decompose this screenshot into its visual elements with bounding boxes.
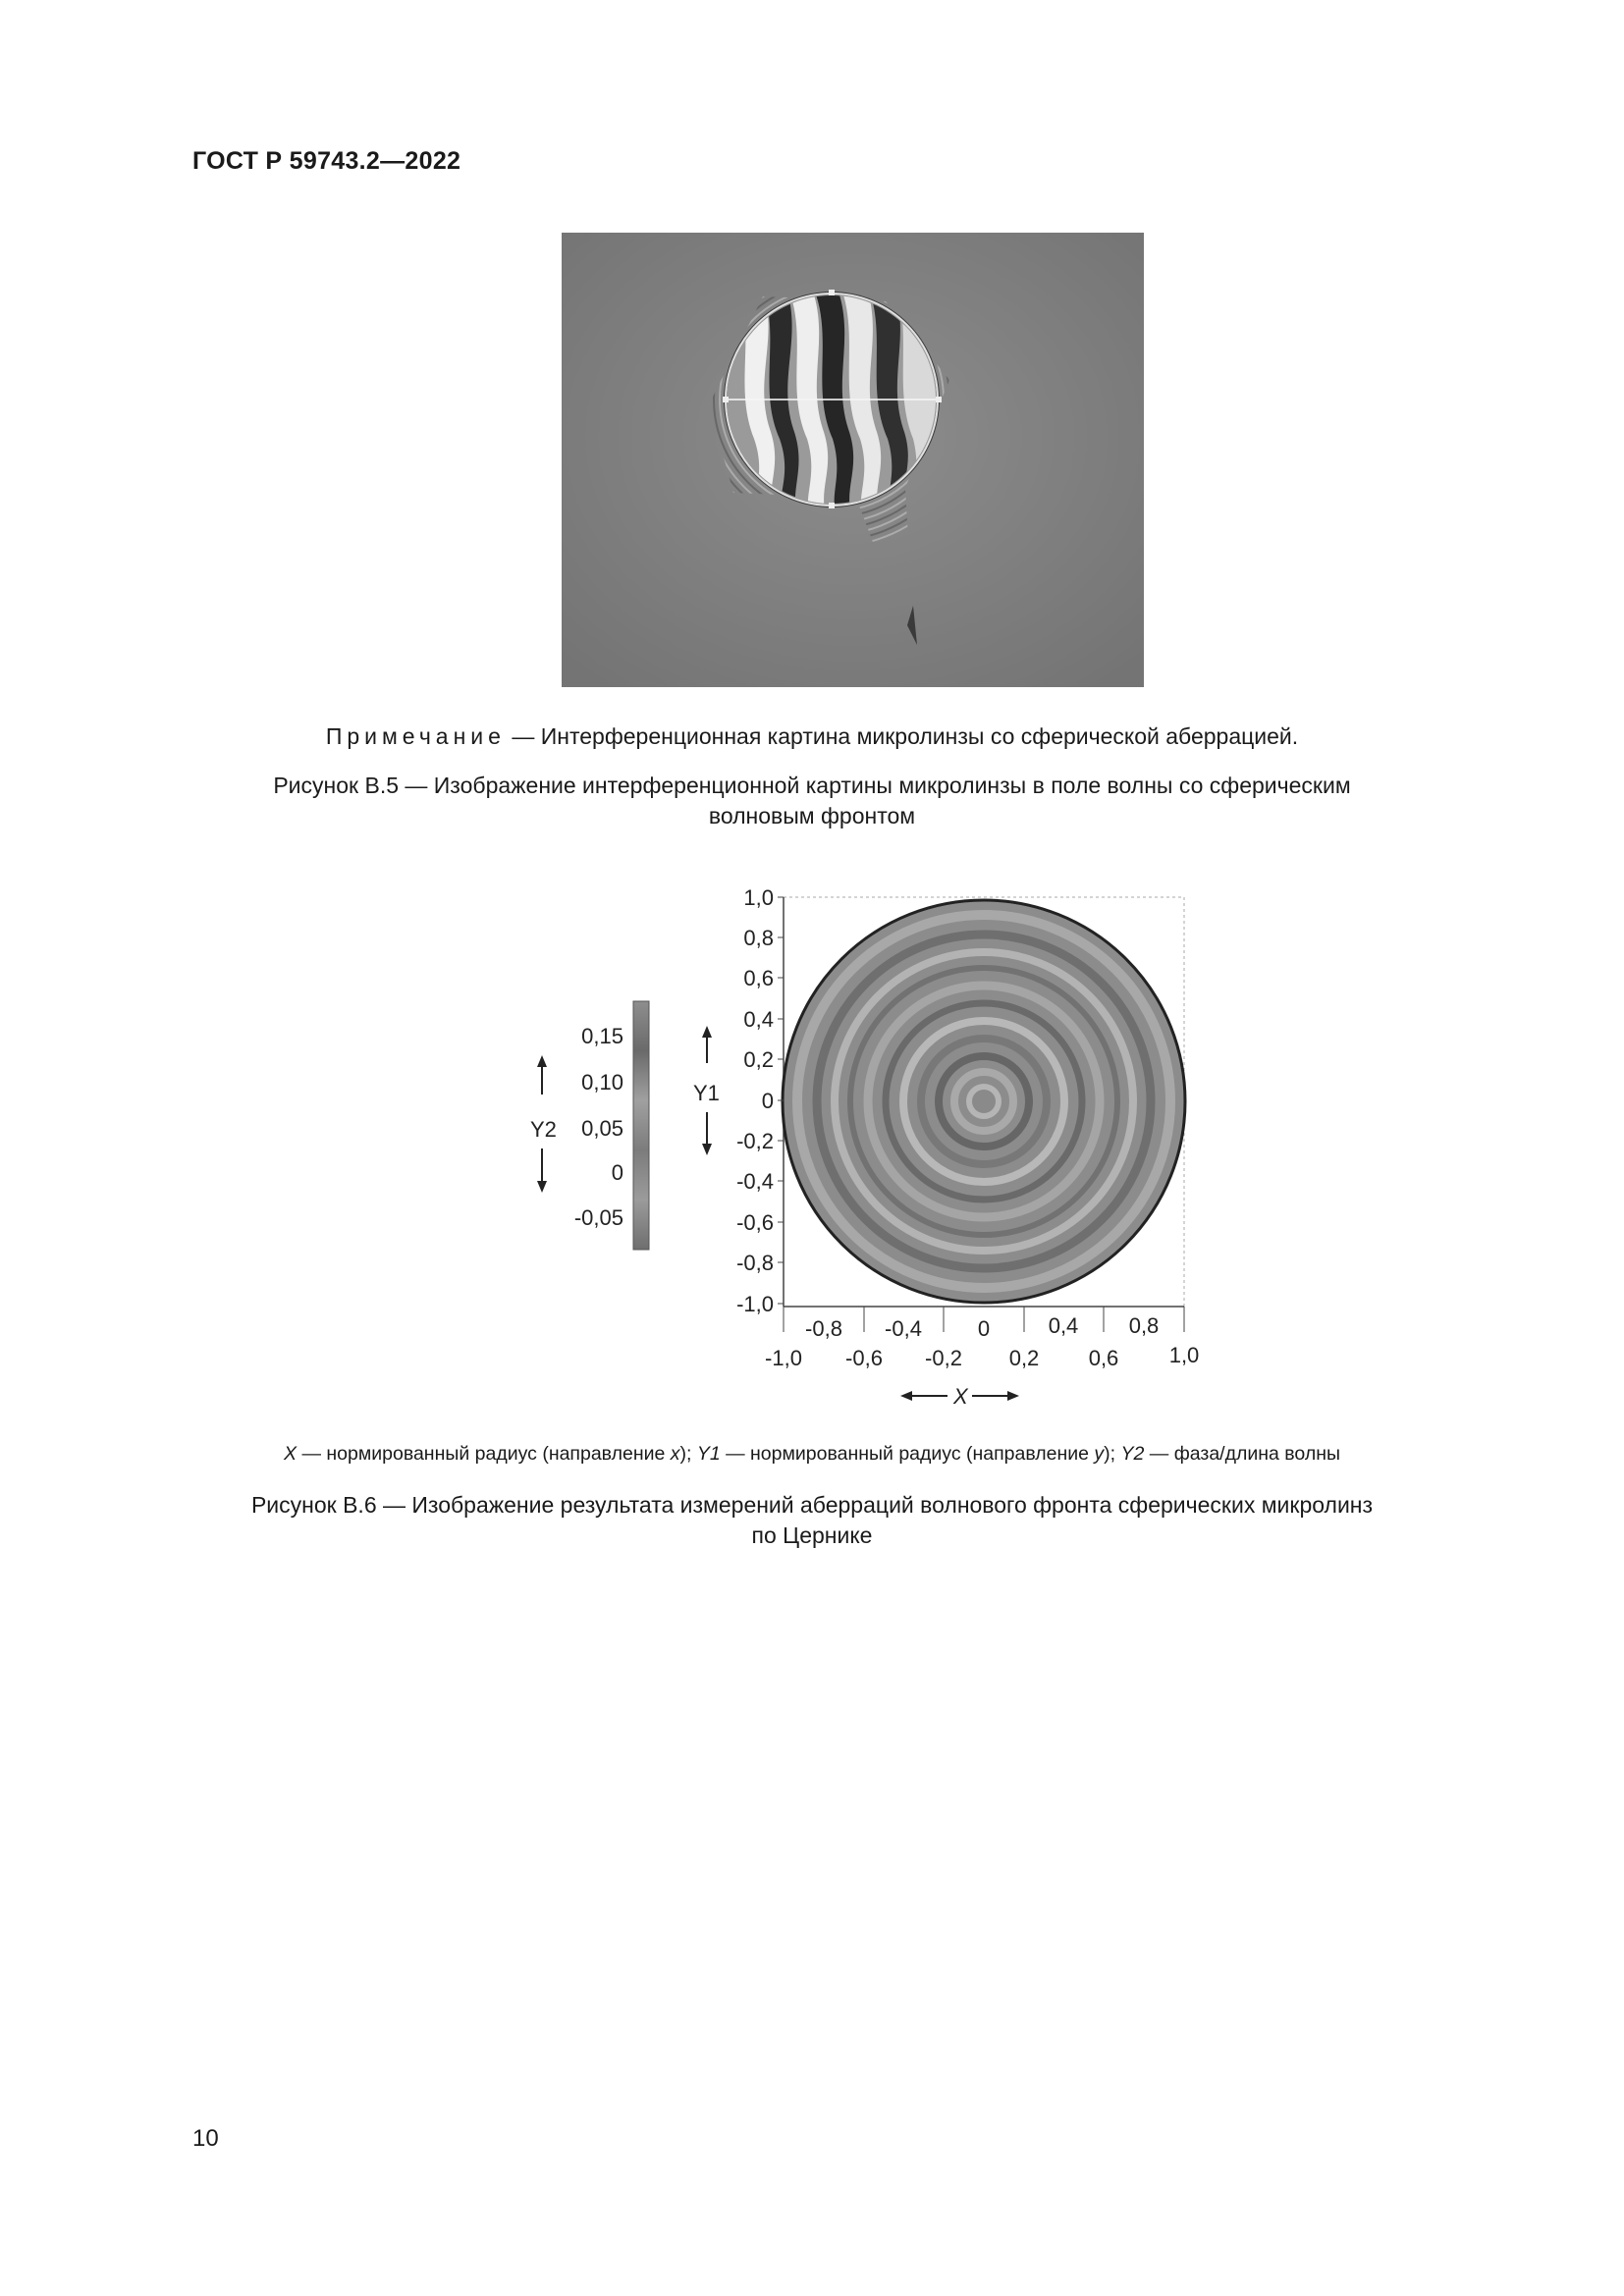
y-tick-label: 0,6 (743, 966, 774, 990)
colorbar-tick: 0 (611, 1160, 623, 1185)
page-number: 10 (192, 2125, 219, 2152)
y-tick-label: -0,2 (736, 1129, 774, 1153)
colorbar-tick: 0,05 (581, 1116, 623, 1141)
y-tick-label: -0,6 (736, 1210, 774, 1235)
figure-b6-legend (0, 1443, 1624, 1466)
x-tick-label-lower: 0,2 (1008, 1346, 1040, 1370)
x-arrow-right-icon (972, 1391, 1019, 1401)
legend-x-symbol: X (284, 1443, 298, 1465)
legend-y2-text: — фаза/длина волны (1144, 1443, 1340, 1465)
y-tick-label: 0,8 (743, 926, 774, 950)
x-tick-label-upper: 0,8 (1128, 1313, 1160, 1338)
x-tick-label-upper: 0,4 (1048, 1313, 1079, 1338)
legend-y1-text: — нормированный радиус (направление (720, 1443, 1095, 1465)
y-tick-label: 0,4 (743, 1007, 774, 1032)
figure-b6-caption-line1: Рисунок В.6 — Изображение результата измерений аберраций волнового фронта сферических микролинз (250, 1492, 1374, 1518)
y-tick-label: -0,4 (736, 1169, 774, 1194)
y2-arrow-down-icon (537, 1148, 547, 1193)
colorbar-tick: 0,10 (581, 1070, 623, 1095)
y-axis (736, 885, 784, 1316)
wavefront-map (783, 900, 1185, 1303)
colorbar (633, 1001, 649, 1250)
x-tick-label-lower: -0,6 (845, 1346, 883, 1370)
legend-y1-direction: y (1094, 1443, 1105, 1465)
x-tick-label-lower: 1,0 (1168, 1343, 1200, 1367)
interferogram-photo (562, 233, 1144, 687)
document-code: ГОСТ Р 59743.2—2022 (192, 147, 461, 175)
figure-b6-caption (0, 1490, 1624, 1551)
y-tick-label: 0,2 (743, 1047, 774, 1072)
x-axis-label: X (953, 1384, 968, 1409)
x-tick-label-lower: -1,0 (765, 1346, 802, 1370)
y2-arrow-up-icon (537, 1055, 547, 1095)
x-tick-label-lower: -0,2 (925, 1346, 962, 1370)
figure-b5-caption-line1: Рисунок В.5 — Изображение интерференционной картины микролинзы в поле волны со сферическим (273, 773, 1351, 798)
legend-y2-symbol: Y2 (1120, 1443, 1145, 1465)
x-arrow-left-icon (900, 1391, 947, 1401)
x-tick-label-upper: 0 (977, 1316, 991, 1341)
colorbar-tick: -0,05 (573, 1205, 623, 1230)
legend-x-direction: x (670, 1443, 680, 1465)
y1-arrow-down-icon (702, 1112, 712, 1155)
legend-x-text: — нормированный радиус (направление (297, 1443, 671, 1465)
y1-axis-label: Y1 (693, 1081, 720, 1105)
figure-b5-note (0, 723, 1624, 750)
note-text: — Интерференционная картина микролинзы со сферической аберрацией. (505, 723, 1299, 749)
y1-arrow-up-icon (702, 1026, 712, 1063)
y-tick-label: -0,8 (736, 1251, 774, 1275)
y-tick-label: 0 (761, 1089, 774, 1113)
note-label: Примечание (325, 723, 506, 749)
figure-b5-caption-line2: волновым фронтом (708, 803, 916, 828)
figure-b6-caption-line2: по Цернике (751, 1522, 873, 1548)
legend-separator: ); (1104, 1443, 1121, 1465)
legend-separator: ); (679, 1443, 697, 1465)
x-tick-label-upper: -0,8 (805, 1316, 842, 1341)
x-tick-label-upper: -0,4 (885, 1316, 922, 1341)
figure-b5-caption (0, 771, 1624, 831)
colorbar-tick: 0,15 (581, 1024, 623, 1048)
x-tick-label-lower: 0,6 (1088, 1346, 1119, 1370)
y-tick-label: -1,0 (736, 1292, 774, 1316)
x-axis (765, 1307, 1199, 1370)
wavefront-figure (530, 879, 1208, 1423)
legend-y1-symbol: Y1 (696, 1443, 721, 1465)
y2-axis-label: Y2 (530, 1117, 557, 1142)
y-tick-label: 1,0 (743, 885, 774, 910)
